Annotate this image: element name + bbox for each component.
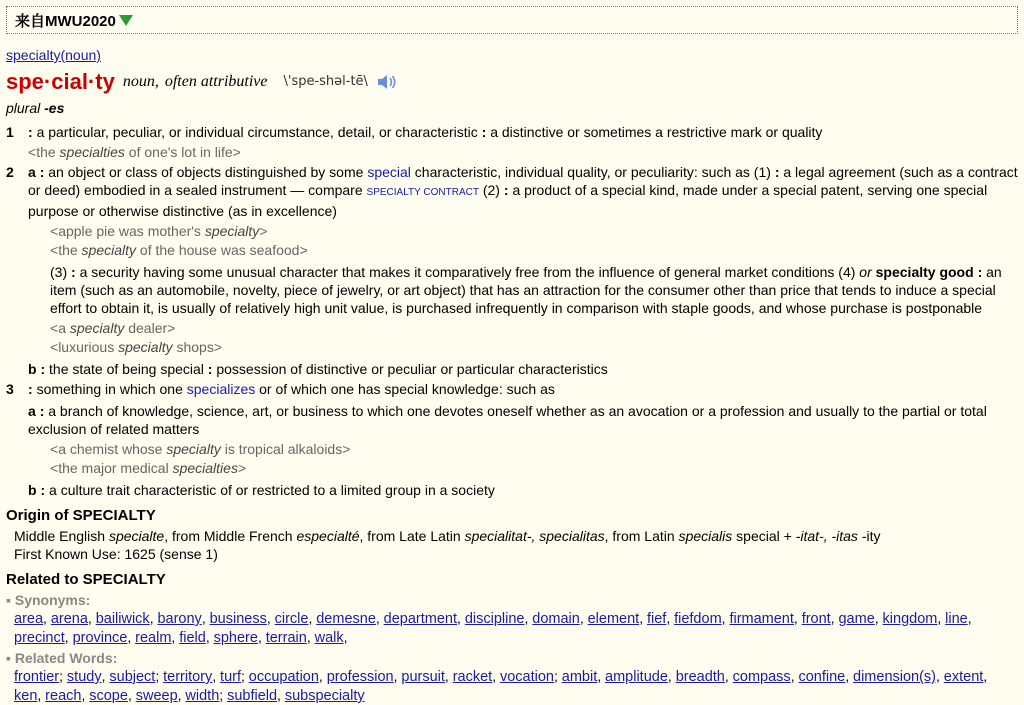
synonym-link[interactable]: firmament [729, 611, 794, 627]
first-known-use: First Known Use: 1625 (sense 1) [14, 546, 218, 562]
synonym-link[interactable]: kingdom [882, 611, 938, 627]
function-note: often attributive [164, 73, 268, 90]
synonym-link[interactable]: element [587, 611, 640, 627]
synonym-link[interactable]: terrain [265, 630, 307, 646]
synonym-link[interactable]: domain [532, 611, 580, 627]
related-word-link[interactable]: profession [326, 669, 394, 685]
related-word-link[interactable]: study [66, 669, 102, 685]
related-word-link[interactable]: width [185, 688, 220, 704]
related-word-link[interactable]: ambit [561, 669, 598, 685]
synonym-link[interactable]: demesne [316, 611, 376, 627]
synonym-link[interactable]: realm [135, 630, 172, 646]
related-word-link[interactable]: turf [220, 669, 241, 685]
synonym-link[interactable]: area [14, 611, 44, 627]
synonym-link[interactable]: fiefdom [674, 611, 722, 627]
specialty-contract-link[interactable]: SPECIALTY CONTRACT [366, 187, 479, 198]
synonym-link[interactable]: game [838, 611, 875, 627]
part-of-speech: noun, [122, 73, 159, 90]
related-word-link[interactable]: frontier [14, 669, 60, 685]
related-word-link[interactable]: subfield [227, 688, 278, 704]
related-word-link[interactable]: subject [109, 669, 156, 685]
inflection-form: -es [44, 100, 65, 116]
sense-number: 1 [6, 124, 14, 140]
synonyms-label: ▪ Synonyms: [6, 591, 1018, 609]
related-word-link[interactable]: racket [452, 669, 493, 685]
synonym-link[interactable]: arena [50, 611, 88, 627]
related-word-link[interactable]: ken [14, 688, 38, 704]
sense-3: 3 : something in which one specializes or of which one has special knowledge: such as a : a branch of knowledge, science, art, or business to which one devotes oneself whether as an avocation or a profession and usually to the partial or total exclusion of related matters <a chemist whose specialty is tropical alkaloids> <the major medical specialties> b : a culture trait characteristic of or restricted to a limited group in a society [6, 380, 1018, 499]
example: <a chemist whose specialty is tropical alkaloids> [50, 441, 351, 457]
synonym-link[interactable]: precinct [14, 630, 65, 646]
synonym-link[interactable]: province [72, 630, 128, 646]
synonyms-list: area, arena, bailiwick, barony, business, circle, demesne, department, discipline, domain, element, fief, fiefdom, firmament, front, game, kingdom, line, precinct, province, realm, field, sphere, terrain, walk, [14, 610, 972, 646]
related-word-link[interactable]: amplitude [605, 669, 668, 685]
triangle-down-icon[interactable] [119, 15, 133, 26]
dictionary-entry [6, 46, 1018, 705]
speaker-icon[interactable] [376, 73, 398, 91]
related-word-link[interactable]: confine [798, 669, 846, 685]
synonym-link[interactable]: business [209, 611, 267, 627]
sense-number: 3 [6, 381, 14, 397]
related-words-label: ▪ Related Words: [6, 649, 1018, 667]
related-word-link[interactable]: territory [163, 669, 213, 685]
synonym-link[interactable]: circle [274, 611, 309, 627]
entry-link[interactable]: specialty(noun) [6, 47, 101, 63]
synonym-link[interactable]: bailiwick [95, 611, 150, 627]
synonym-link[interactable]: fief [646, 611, 667, 627]
related-title: Related to SPECIALTY [6, 571, 166, 588]
origin-title: Origin of SPECIALTY [6, 507, 156, 524]
related-word-link[interactable]: occupation [248, 669, 319, 685]
example: <the major medical specialties> [50, 460, 247, 476]
example: <a specialty dealer> [50, 320, 176, 336]
related-word-link[interactable]: scope [89, 688, 128, 704]
related-word-link[interactable]: subspecialty [284, 688, 365, 704]
headword-line [6, 68, 1018, 96]
special-link[interactable]: special [367, 164, 411, 180]
synonym-link[interactable]: sphere [213, 630, 258, 646]
sense-2: 2 a : an object or class of objects distinguished by some special characteristic, individual quality, or peculiarity: such as (1) : a legal agreement (such as a contract or deed) embodied in a sealed instrument — compare SPECIALTY CONTRACT (2) : a product of a special kind, made under a special patent, serving one special purpose or otherwise distinctive (as in excellence) <apple pie was mother's specialty> <the specialty of the house was seafood> (3) : a security having some unusual character that makes it comparatively free from the influence of general market conditions (4) or specialty good : an item (such as an automobile, novelty, piece of jewelry, or art object) that has an attraction for the consumer other than price that tends to induce a special effort to obtain it, is usually of relatively high unit value, is purchased infrequently in comparison with staple goods, and whose purchase is postponable <a specialty dealer> <luxurious specialty shops> b : the state of being special : possession of distinctive or peculiar or particular characteristics [6, 164, 1018, 377]
synonym-link[interactable]: front [801, 611, 831, 627]
related-word-link[interactable]: breadth [675, 669, 725, 685]
related-word-link[interactable]: dimension(s) [853, 669, 937, 685]
headword: spe·cial·ty [6, 69, 115, 94]
related-word-link[interactable]: compass [732, 669, 791, 685]
example: <luxurious specialty shops> [50, 339, 223, 355]
origin-text: Middle English specialte, from Middle French especialté, from Late Latin specialitat-, specialitas, from Latin specialis special + -itat-, -itas -ity [14, 528, 881, 544]
inflection: plural -es [6, 100, 65, 116]
synonym-link[interactable]: field [179, 630, 206, 646]
specializes-link[interactable]: specializes [186, 381, 256, 397]
related-word-link[interactable]: vocation [499, 669, 554, 685]
synonym-link[interactable]: discipline [464, 611, 525, 627]
related-word-link[interactable]: extent [943, 669, 984, 685]
related-word-link[interactable]: reach [45, 688, 82, 704]
synonym-link[interactable]: walk [314, 630, 344, 646]
sense-number: 2 [6, 164, 14, 180]
synonym-link[interactable]: department [383, 611, 458, 627]
dictionary-source-selector[interactable] [6, 6, 1018, 34]
synonym-link[interactable]: barony [157, 611, 202, 627]
example: <the specialties of one's lot in life> [28, 144, 241, 160]
pronunciation: \'spe-shəl-tē\ [283, 74, 368, 89]
synonym-link[interactable]: line [945, 611, 968, 627]
related-words-list: frontier; study, subject; territory, turf; occupation, profession, pursuit, racket, vocation; ambit, amplitude, breadth, compass, confine, dimension(s), extent, ken, reach, scope, sweep, width; subfield, subspecialty [14, 668, 988, 704]
example: <apple pie was mother's specialty> [50, 223, 268, 239]
sense-1: 1 : a particular, peculiar, or individual circumstance, detail, or characteristic : a distinctive or sometimes a restrictive mark or quality <the specialties of one's lot in life> [6, 123, 1018, 161]
source-label: 来自MWU2020 [15, 12, 116, 30]
related-word-link[interactable]: pursuit [401, 669, 445, 685]
example: <the specialty of the house was seafood> [50, 242, 308, 258]
related-word-link[interactable]: sweep [135, 688, 178, 704]
